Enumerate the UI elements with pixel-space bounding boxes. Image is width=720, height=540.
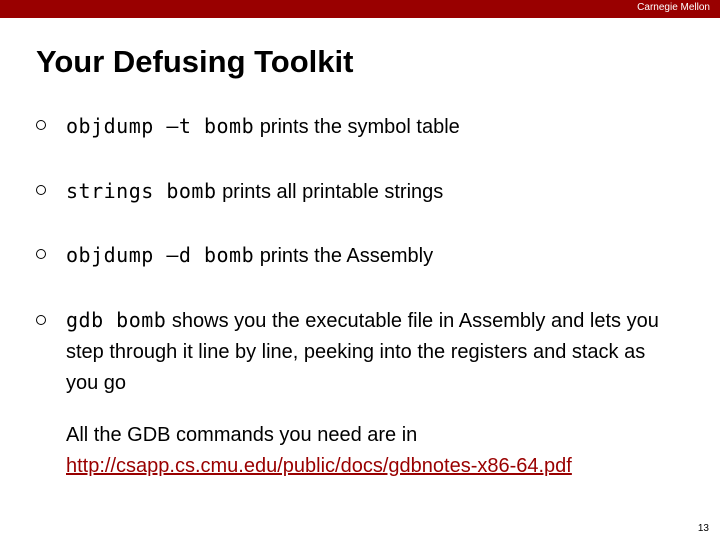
header-bar — [0, 0, 720, 18]
slide-title: Your Defusing Toolkit — [36, 44, 354, 79]
bullet-description: prints all printable strings — [222, 181, 444, 203]
bullet-command: objdump –d bomb — [66, 243, 255, 267]
bullet-item — [36, 239, 676, 272]
gdb-note — [66, 420, 666, 482]
bullet-description: prints the symbol table — [259, 116, 460, 138]
bullet-circle-icon — [36, 315, 46, 325]
brand-label: Carnegie Mellon — [637, 2, 710, 13]
bullet-command: objdump –t bomb — [66, 114, 255, 138]
bullet-circle-icon — [36, 120, 46, 130]
bullet-circle-icon — [36, 249, 46, 259]
bullet-command: strings bomb — [66, 179, 217, 203]
bullet-item — [36, 110, 676, 143]
note-text: All the GDB commands you need are in — [66, 424, 418, 446]
bullet-description: prints the Assembly — [259, 245, 434, 267]
bullet-item — [36, 305, 676, 399]
bullet-description: shows you the executable file in Assembly and lets you step through it line by line, peeking into the registers and stack as you go — [66, 310, 659, 394]
bullet-circle-icon — [36, 185, 46, 195]
bullet-command: gdb bomb — [66, 308, 167, 332]
gdb-notes-link[interactable]: http://csapp.cs.cmu.edu/public/docs/gdbnotes-x86-64.pdf — [66, 455, 572, 477]
bullet-item — [36, 175, 676, 208]
page-number: 13 — [697, 523, 709, 534]
